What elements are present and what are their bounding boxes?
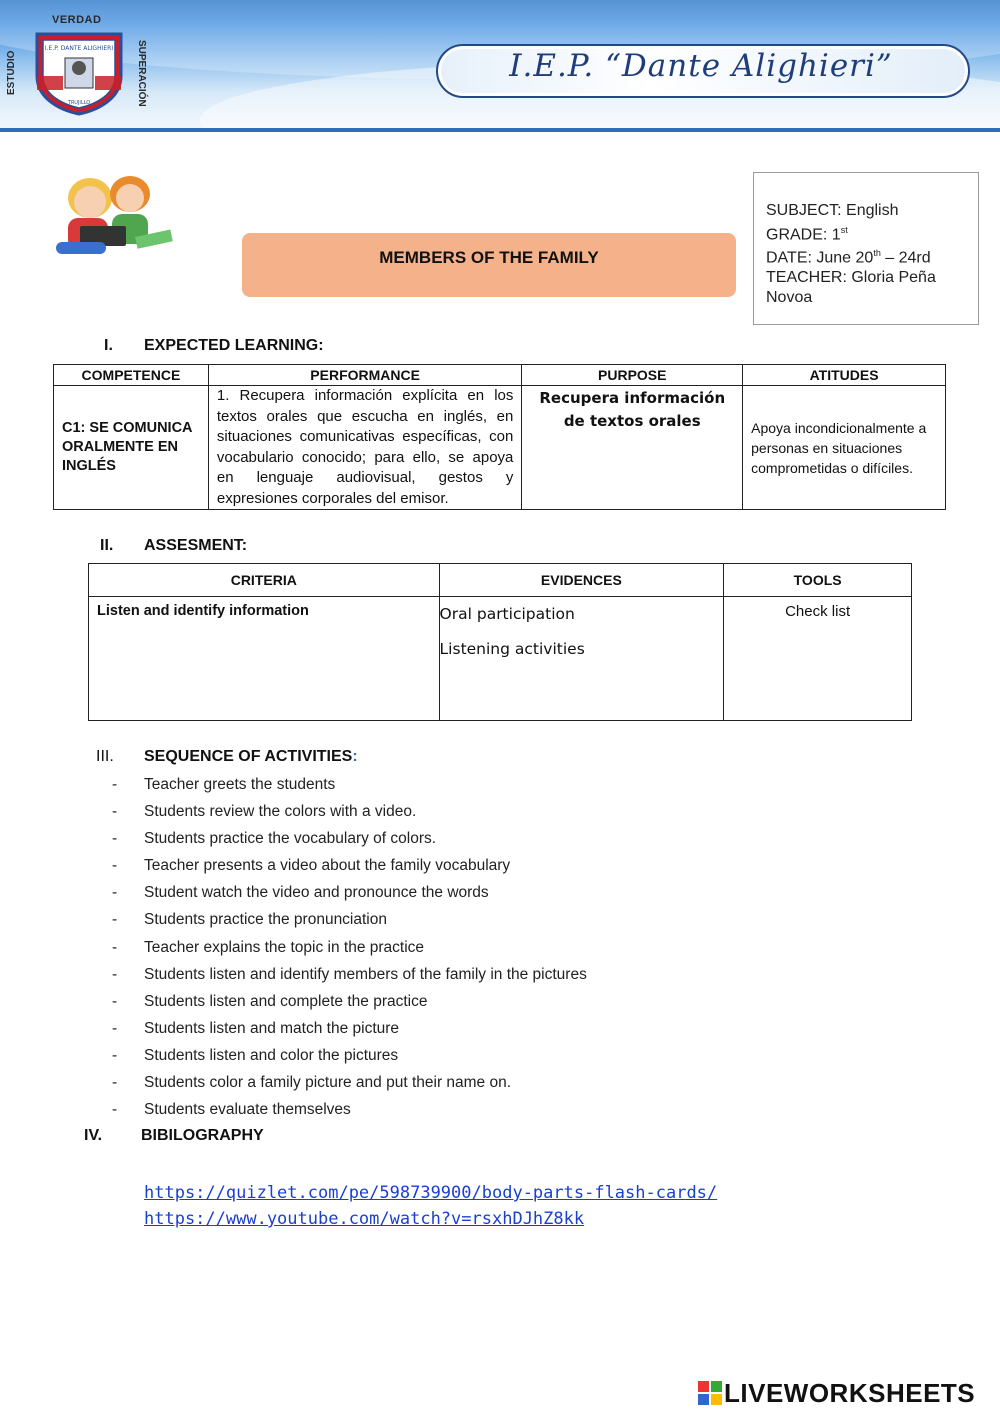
col-tools: TOOLS [724,564,912,597]
section-1-heading: I. EXPECTED LEARNING: [104,337,324,354]
col-criteria: CRITERIA [89,564,440,597]
liveworksheets-logo-icon [698,1381,722,1405]
purpose-cell: Recupera información de textos orales [522,386,743,510]
list-item: - Teacher explains the topic in the practice [112,938,425,956]
info-date: DATE: June 20th – 24rd [766,248,931,267]
assessment-table [88,563,912,721]
table-header-row [89,564,912,597]
bibliography-link-quizlet[interactable]: https://quizlet.com/pe/598739900/body-parts-flash-cards/ [144,1183,718,1203]
info-subject: SUBJECT: English [766,202,899,219]
liveworksheets-brand: LIVEWORKSHEETS [724,1378,976,1408]
tools-cell: Check list [724,597,912,721]
motto-right: SUPERACIÓN [136,40,147,107]
list-item: - Students listen and color the pictures [112,1046,399,1064]
info-grade: GRADE: 1st [766,224,848,243]
table-row [54,386,946,510]
section-3-heading: III. SEQUENCE OF ACTIVITIES: [96,748,358,765]
info-text [766,201,971,307]
motto-left: ESTUDIO [6,50,17,95]
criteria-cell: Listen and identify information [89,597,440,721]
section-2-heading: II. ASSESMENT: [100,537,248,554]
school-shield-icon [33,30,125,116]
performance-cell: 1. Recupera información explícita en los textos orales que escucha en inglés, en situaciones comunicativas específicas, con vocabulario conocido; para ello, se apoya en lenguaje audiovisual, gestos y expresiones corporales del emisor. [208,386,522,510]
evidence-item: Listening activities [439,640,585,658]
info-teacher: TEACHER: Gloria Peña Novoa [766,269,936,306]
list-item: - Students listen and complete the practice [112,992,428,1010]
table-row [89,597,912,721]
list-item: - Teacher greets the students [112,776,336,793]
list-item: - Students listen and identify members of the family in the pictures [112,965,587,983]
banner-divider [0,128,1000,132]
shield-city: TRUJILLO [67,100,91,106]
motto-top: VERDAD [52,14,102,26]
list-item: - Students practice the vocabulary of colors. [112,830,437,848]
list-item: - Students review the colors with a video. [112,803,417,821]
list-item: - Teacher presents a video about the family vocabulary [112,857,511,875]
list-item: - Students practice the pronunciation [112,911,387,929]
list-item: - Students listen and match the picture [112,1019,400,1037]
evidence-item: Oral participation [439,605,575,623]
col-evidences: EVIDENCES [439,564,724,597]
col-competence: COMPETENCE [54,365,209,386]
list-item: - Student watch the video and pronounce the words [112,884,489,902]
school-name: I.E.P. “Dante Alighieri” [509,48,893,84]
attitudes-cell: Apoya incondicionalmente a personas en situaciones comprometidas o difíciles. [743,386,946,510]
expected-learning-table [53,364,946,510]
col-purpose: PURPOSE [522,365,743,386]
shield-text: I.E.P. DANTE ALIGHIERI [44,45,114,52]
competence-cell: C1: SE COMUNICA ORALMENTE EN INGLÉS [54,386,209,510]
page-title: MEMBERS OF THE FAMILY [379,248,599,267]
activities-list [112,774,587,1126]
col-attitudes: ATITUDES [743,365,946,386]
list-item: - Students evaluate themselves [112,1101,351,1119]
evidences-cell [439,597,724,721]
col-performance: PERFORMANCE [208,365,522,386]
bibliography-link-youtube[interactable]: https://www.youtube.com/watch?v=rsxhDJhZ8kk [144,1209,585,1229]
section-4-heading: IV. BIBILOGRAPHY [84,1127,264,1144]
table-header-row [54,365,946,386]
list-item: - Students color a family picture and put their name on. [112,1074,512,1092]
kids-laptop-illustration [50,168,180,263]
